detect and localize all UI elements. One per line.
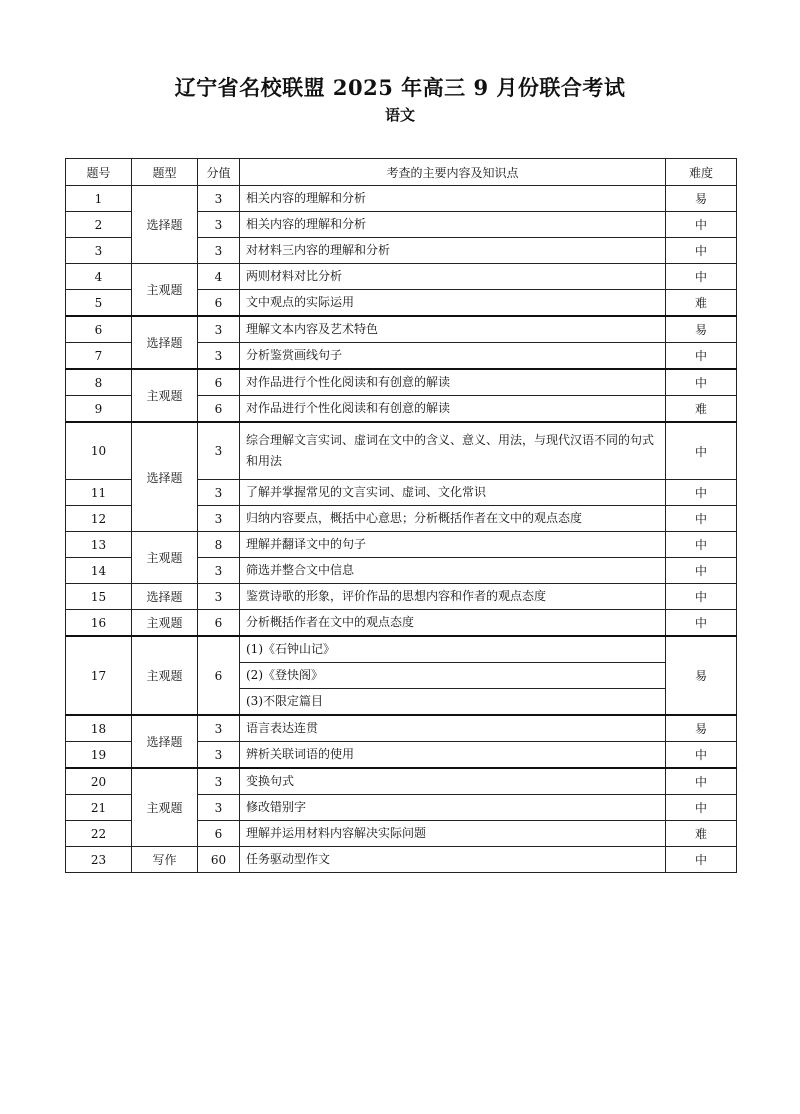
question-content: 综合理解文言实词、虚词在文中的含义、意义、用法，与现代汉语不同的句式和用法 — [240, 422, 666, 480]
table-row — [66, 264, 737, 290]
question-number: 16 — [66, 610, 132, 637]
question-number: 9 — [66, 396, 132, 423]
question-content: 理解文本内容及艺术特色 — [240, 316, 666, 343]
question-score: 3 — [198, 715, 240, 742]
question-number: 22 — [66, 821, 132, 847]
question-content: 对材料三内容的理解和分析 — [240, 238, 666, 264]
header-content: 考查的主要内容及知识点 — [240, 159, 666, 186]
question-subitem: (1)《石钟山记》 — [240, 636, 666, 663]
question-subitem: (3)不限定篇目 — [240, 689, 666, 716]
question-content: 两则材料对比分析 — [240, 264, 666, 290]
question-difficulty: 易 — [666, 186, 737, 212]
question-difficulty: 中 — [666, 238, 737, 264]
table-row — [66, 186, 737, 212]
question-score: 6 — [198, 610, 240, 637]
question-score: 8 — [198, 532, 240, 558]
question-type: 写作 — [132, 847, 198, 873]
question-score: 3 — [198, 186, 240, 212]
question-difficulty: 易 — [666, 715, 737, 742]
question-type: 主观题 — [132, 532, 198, 584]
question-difficulty: 中 — [666, 212, 737, 238]
question-difficulty: 中 — [666, 558, 737, 584]
question-score: 6 — [198, 396, 240, 423]
question-number: 15 — [66, 584, 132, 610]
question-content: 辨析关联词语的使用 — [240, 742, 666, 769]
question-content: 对作品进行个性化阅读和有创意的解读 — [240, 369, 666, 396]
question-difficulty: 中 — [666, 369, 737, 396]
question-difficulty: 中 — [666, 506, 737, 532]
table-row — [66, 847, 737, 873]
question-number: 10 — [66, 422, 132, 480]
question-score: 3 — [198, 742, 240, 769]
question-type: 主观题 — [132, 369, 198, 422]
question-number: 3 — [66, 238, 132, 264]
question-content: 理解并翻译文中的句子 — [240, 532, 666, 558]
question-number: 20 — [66, 768, 132, 795]
question-score: 3 — [198, 422, 240, 480]
question-difficulty: 中 — [666, 742, 737, 769]
table-row — [66, 610, 737, 637]
question-content: 任务驱动型作文 — [240, 847, 666, 873]
question-score: 3 — [198, 768, 240, 795]
question-content: 语言表达连贯 — [240, 715, 666, 742]
table-row — [66, 715, 737, 742]
question-content: 分析概括作者在文中的观点态度 — [240, 610, 666, 637]
question-difficulty: 中 — [666, 264, 737, 290]
table-header-row — [66, 159, 737, 186]
question-content: 文中观点的实际运用 — [240, 290, 666, 317]
table-row — [66, 422, 737, 480]
question-score: 3 — [198, 238, 240, 264]
question-content: 相关内容的理解和分析 — [240, 186, 666, 212]
question-score: 3 — [198, 558, 240, 584]
question-number: 19 — [66, 742, 132, 769]
question-difficulty: 中 — [666, 847, 737, 873]
question-content: 修改错别字 — [240, 795, 666, 821]
question-score: 3 — [198, 316, 240, 343]
question-number: 6 — [66, 316, 132, 343]
question-score: 3 — [198, 212, 240, 238]
question-type: 主观题 — [132, 264, 198, 317]
table-row — [66, 636, 737, 663]
question-difficulty: 中 — [666, 532, 737, 558]
question-score: 3 — [198, 343, 240, 370]
table-row — [66, 532, 737, 558]
question-score: 3 — [198, 584, 240, 610]
question-type: 选择题 — [132, 316, 198, 369]
question-difficulty: 中 — [666, 768, 737, 795]
question-type: 选择题 — [132, 584, 198, 610]
question-number: 13 — [66, 532, 132, 558]
table-row — [66, 316, 737, 343]
question-type: 选择题 — [132, 422, 198, 532]
question-score: 3 — [198, 480, 240, 506]
question-subitem: (2)《登快阁》 — [240, 663, 666, 689]
question-difficulty: 难 — [666, 396, 737, 423]
question-type: 选择题 — [132, 186, 198, 264]
question-content: 归纳内容要点，概括中心意思；分析概括作者在文中的观点态度 — [240, 506, 666, 532]
header-difficulty: 难度 — [666, 159, 737, 186]
question-difficulty: 难 — [666, 290, 737, 317]
question-type: 主观题 — [132, 610, 198, 637]
header-type: 题型 — [132, 159, 198, 186]
table-row — [66, 768, 737, 795]
question-type: 主观题 — [132, 768, 198, 847]
question-number: 21 — [66, 795, 132, 821]
question-number: 17 — [66, 636, 132, 715]
table-row — [66, 584, 737, 610]
document-title: 辽宁省名校联盟 2025 年高三 9 月份联合考试 — [174, 75, 626, 100]
question-number: 1 — [66, 186, 132, 212]
question-number: 4 — [66, 264, 132, 290]
question-number: 14 — [66, 558, 132, 584]
question-content: 理解并运用材料内容解决实际问题 — [240, 821, 666, 847]
question-difficulty: 中 — [666, 795, 737, 821]
question-content: 对作品进行个性化阅读和有创意的解读 — [240, 396, 666, 423]
question-number: 11 — [66, 480, 132, 506]
header-score: 分值 — [198, 159, 240, 186]
question-score: 60 — [198, 847, 240, 873]
question-difficulty: 难 — [666, 821, 737, 847]
question-score: 6 — [198, 290, 240, 317]
question-number: 8 — [66, 369, 132, 396]
question-difficulty: 中 — [666, 422, 737, 480]
question-score: 3 — [198, 506, 240, 532]
question-content: 分析鉴赏画线句子 — [240, 343, 666, 370]
question-difficulty: 中 — [666, 584, 737, 610]
question-difficulty: 易 — [666, 636, 737, 715]
question-number: 5 — [66, 290, 132, 317]
question-score: 6 — [198, 636, 240, 715]
question-content: 筛选并整合文中信息 — [240, 558, 666, 584]
exam-spec-table — [65, 158, 737, 873]
table-row — [66, 369, 737, 396]
question-score: 6 — [198, 369, 240, 396]
question-difficulty: 中 — [666, 610, 737, 637]
header-number: 题号 — [66, 159, 132, 186]
question-type: 主观题 — [132, 636, 198, 715]
question-type: 选择题 — [132, 715, 198, 768]
document-subtitle: 语文 — [384, 106, 415, 124]
question-number: 23 — [66, 847, 132, 873]
question-content: 相关内容的理解和分析 — [240, 212, 666, 238]
question-score: 4 — [198, 264, 240, 290]
question-number: 7 — [66, 343, 132, 370]
question-number: 18 — [66, 715, 132, 742]
question-difficulty: 中 — [666, 343, 737, 370]
question-score: 6 — [198, 821, 240, 847]
question-content: 变换句式 — [240, 768, 666, 795]
question-difficulty: 中 — [666, 480, 737, 506]
question-content: 鉴赏诗歌的形象，评价作品的思想内容和作者的观点态度 — [240, 584, 666, 610]
question-content: 了解并掌握常见的文言实词、虚词、文化常识 — [240, 480, 666, 506]
question-score: 3 — [198, 795, 240, 821]
question-number: 12 — [66, 506, 132, 532]
question-number: 2 — [66, 212, 132, 238]
question-difficulty: 易 — [666, 316, 737, 343]
